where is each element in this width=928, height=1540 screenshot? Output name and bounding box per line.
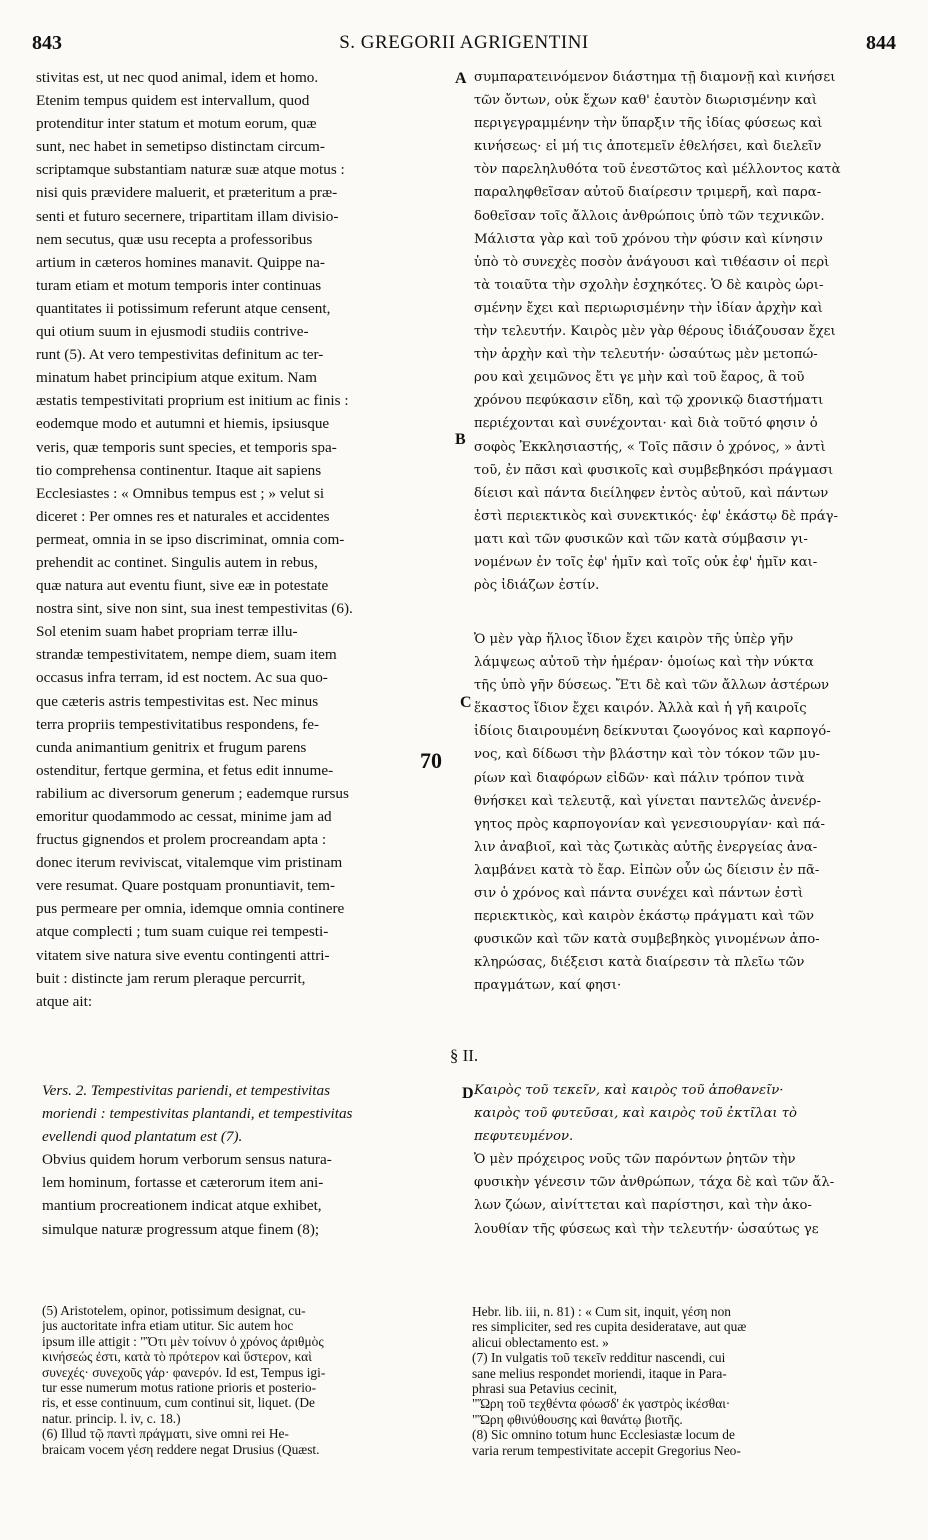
text-line: tur esse numerum motus ratione prioris et posterio- xyxy=(42,1379,317,1395)
text-line: Ὁ μὲν πρόχειρος νοῦς τῶν παρόντων ῥητῶν τὴν xyxy=(474,1152,796,1168)
text-line: γητος πρὸς καρπογονίαν καὶ γενεσιουργίαν· καὶ πά- xyxy=(474,816,826,832)
text-line: tio comprehensa continentur. Itaque ait sapiens xyxy=(36,461,322,479)
text-line: Ὁ μὲν γὰρ ἥλιος ἴδιον ἔχει καιρὸν τῆς ὑπὲρ γῆν xyxy=(474,632,794,647)
text-line: τὴν τελευτήν. Καιρὸς μὲν γὰρ θέρους ἰδιάζουσαν ἔχει xyxy=(474,324,836,340)
latin-verse-block xyxy=(42,1079,452,1241)
text-line: scriptamque substantiam naturæ suæ atque motus : xyxy=(36,161,345,179)
text-line: Καιρὸς τοῦ τεκεῖν, καὶ καιρὸς τοῦ ἀποθανεῖν· xyxy=(474,1083,784,1098)
greek-column-second xyxy=(474,628,898,998)
margin-marker-d: D xyxy=(462,1085,474,1102)
text-line: braicam vocem γέση reddere negat Drusius (Quæst. xyxy=(42,1441,320,1457)
text-line: κινήσεώς ἐστι, κατὰ τὸ πρότερον καὶ ὕστερον, καὶ xyxy=(42,1349,312,1365)
text-line: vere resumat. Quare postquam pronuntiavit, tem- xyxy=(36,877,336,895)
text-line: λιν ἀναβιοῖ, καὶ τὰς ζωτικὰς αὐτῆς ἐνεργείας ἀνα- xyxy=(474,839,818,855)
text-line: lem hominum, fortasse et cæterorum item ani- xyxy=(42,1174,324,1192)
text-line: Hebr. lib. iii, n. 81) : « Cum sit, inquit, γέση non xyxy=(472,1304,731,1319)
text-line: δοθεῖσαν τοῖς ἄλλοις ἀνθρώποις ὑπὸ τῶν τεχνικῶν. xyxy=(474,208,825,224)
margin-marker-c: C xyxy=(460,694,472,711)
text-line: ἰδίοις διαιρουμένη δείκνυται ζωογόνος καὶ καρπογό- xyxy=(474,724,831,740)
text-line: κινήσεως· εἰ μή τις ἀποτεμεῖν ἐθελήσει, καὶ διελεῖν xyxy=(474,139,822,155)
text-line: emoritur quodammodo ac cessat, minime jam ad xyxy=(36,808,332,825)
text-line: diceret : Per omnes res et naturales et accidentes xyxy=(36,507,330,525)
text-line: protenditur inter statum et motum eorum, quæ xyxy=(36,115,317,133)
text-line: sane melius respondet moriendi, itaque in Para- xyxy=(472,1365,727,1381)
text-line: atque complecti ; tum suam cuique rei tempesti- xyxy=(36,923,329,941)
text-line: (5) Aristotelem, opinor, potissimum designat, cu- xyxy=(42,1303,306,1318)
text-line: λουθίαν τῆς φύσεως καὶ τὴν τελευτήν· ὡσαύτως γε xyxy=(474,1221,819,1237)
section-heading: § II. xyxy=(449,1046,479,1065)
text-line: pus permeare per omnia, idemque omnia continere xyxy=(36,900,345,918)
text-line: συνεχές· συνεχοῦς γάρ· φανερόν. Id est, Tempus igi- xyxy=(42,1364,326,1380)
text-line: cunda animantium genitrix et frugum parens xyxy=(36,738,307,756)
text-line: buit : distincte jam rerum pleraque percurrit, xyxy=(36,969,306,987)
text-line: quantitates ii potissimum referunt atque censent, xyxy=(36,299,331,317)
text-line: artium in cæteros homines manavit. Quippe na- xyxy=(36,253,325,271)
text-line: prehendit ac continet. Singulis autem in rebus, xyxy=(36,553,318,571)
text-line: eodemque modo et autumni et hiemis, ipsiusque xyxy=(36,415,330,433)
text-line: alicui oblectamento est. » xyxy=(472,1334,609,1350)
text-line: συμπαρατεινόμενον διάστημα τῇ διαμονῇ καὶ κινήσει xyxy=(474,70,836,85)
left-page-number: 843 xyxy=(32,32,62,54)
text-line: mantium procreationem indicat atque exhibet, xyxy=(42,1197,322,1215)
text-line: παραληφθεῖσαν αὐτοῦ διαίρεσιν τριμερῆ, καὶ παρα- xyxy=(474,185,822,201)
text-line: περιγεγραμμένην τὴν ὕπαρξιν τῆς ἰδίας φύσεως καὶ xyxy=(474,116,823,132)
text-line: (8) Sic omnino totum hunc Ecclesiastæ locum de xyxy=(472,1427,735,1443)
text-line: nostra sint, sive non sint, sua inest tempestivitas (6). xyxy=(36,600,353,618)
margin-marker-a: A xyxy=(455,70,467,87)
latin-column-main xyxy=(36,66,452,1013)
greek-column-main xyxy=(474,66,898,597)
text-line: ipsum ille attigit : "Ὅτι μὲν τοίνυν ὁ χρόνος ἀριθμὸς xyxy=(42,1333,324,1349)
text-line: qui otium suum in ejusmodi studiis contrive- xyxy=(36,323,309,341)
text-line: res simpliciter, sed res cupita desideratave, aut quæ xyxy=(472,1319,747,1335)
text-line: πραγμάτων, καί φησι· xyxy=(474,978,622,994)
text-line: σιν ὁ χρόνος καὶ πάντα συνέχει καὶ πάντων ἐστὶ xyxy=(474,886,804,902)
text-line: περιεκτικὸς, καὶ καιρὸν ἑκάστῳ πράγματι καὶ τῶν xyxy=(474,909,815,925)
text-line: sunt, nec habet in semetipso distinctam circum- xyxy=(36,138,325,156)
footnotes-left xyxy=(42,1303,456,1457)
text-line: permeat, omnia in se ipso discriminat, omnia com- xyxy=(36,530,345,548)
text-line: τὴν ἀρχὴν καὶ τὴν τελευτήν· ὡσαύτως μὲν μετοπώ- xyxy=(474,347,818,363)
text-line: æstatis tempestivitati proprium est initium ac finis : xyxy=(36,392,349,410)
text-line: καιρὸς τοῦ φυτεῦσαι, καὶ καιρὸς τοῦ ἐκτῖλαι τὸ xyxy=(474,1106,797,1122)
text-line: ὑπὸ τὸ συνεχὲς ποσὸν ἀνάγουσι καὶ τιθέασιν οἱ περὶ xyxy=(474,254,830,270)
text-line: "Ὥρη φθινύθουσης καὶ θανάτῳ βιοτῆς. xyxy=(472,1411,683,1427)
text-line: rabilium ac diversorum generum ; eademque rursus xyxy=(36,784,349,802)
text-line: varia rerum tempestivitate accepit Gregorius Neo- xyxy=(472,1442,741,1458)
text-line: τῆς ὑπὸ γῆν δύσεως. Ἔτι δὲ καὶ τῶν ἄλλων ἀστέρων xyxy=(474,678,829,694)
text-line: turam etiam et motum temporis inter continuas xyxy=(36,276,322,294)
text-line: runt (5). At vero tempestivitas definitum ac ter- xyxy=(36,346,324,364)
text-line: ρὸς ἰδιάζων ἐστίν. xyxy=(474,578,600,594)
text-line: χρόνου πεφύκασιν εἴδη, καὶ τῷ χρονικῷ διαστήματι xyxy=(474,393,824,409)
text-line: τὸν παρεληλυθότα τοῦ ἐνεστῶτος καὶ μέλλοντος κατὰ xyxy=(474,162,841,178)
text-line: Μάλιστα γὰρ καὶ τοῦ χρόνου τὴν φύσιν καὶ κίνησιν xyxy=(474,231,823,247)
text-line: veris, quæ temporis sunt species, et temporis spa- xyxy=(36,438,337,456)
text-line: νομένων ἐν τοῖς ἐφ' ἡμῖν καὶ τοῖς οὐκ ἐφ' ἡμῖν και- xyxy=(474,554,818,570)
text-line: ἕκαστος ἴδιον ἔχει καιρόν. Ἀλλὰ καὶ ἡ γῆ καιροῖς xyxy=(474,701,807,717)
text-line: strandæ tempestivitatem, nempe diem, suam item xyxy=(36,646,337,664)
text-line: (7) In vulgatis τοῦ τεκεῖν redditur nascendi, cui xyxy=(472,1350,726,1366)
text-line: (6) Illud τῷ παντὶ πράγματι, sive omni rei He- xyxy=(42,1426,289,1442)
text-line: φυσικὴν γένεσιν τῶν ἀνθρώπων, τάχα δὲ καὶ τῶν ἄλ- xyxy=(474,1175,835,1191)
margin-marker-b: B xyxy=(455,431,466,448)
text-line: κληρώσας, διέξεισι κατὰ διαίρεσιν τὰ πλεῖω τῶν xyxy=(474,955,805,971)
text-line: minatum habet principium atque exitum. Nam xyxy=(36,369,317,387)
text-line: ostenditur, fertque germina, et fetus edit innume- xyxy=(36,761,334,779)
text-line: moriendi : tempestivitas plantandi, et tempestivitas xyxy=(42,1105,353,1123)
text-line: terra propriis tempestivitatibus respondens, fe- xyxy=(36,715,320,733)
text-line: ματι καὶ τῶν φυσικῶν καὶ τῶν κατὰ σύμβασιν γι- xyxy=(474,531,808,547)
text-line: δίεισι καὶ πάντα διείληφεν ἐντὸς αὐτοῦ, καὶ πάντων xyxy=(474,485,829,501)
text-line: Vers. 2. Tempestivitas pariendi, et tempestivitas xyxy=(42,1082,330,1099)
text-line: τῶν ὄντων, οὐκ ἔχων καθ' ἑαυτὸν διωρισμένην καὶ xyxy=(474,93,818,109)
text-line: λων ζώων, αἰνίττεται καὶ παρίστησι, καὶ τὴν ἀκο- xyxy=(474,1198,812,1214)
text-line: Sol etenim suam habet propriam terræ illu- xyxy=(36,623,298,641)
text-line: Ecclesiastes : « Omnibus tempus est ; » velut si xyxy=(36,484,325,502)
text-line: νος, καὶ δίδωσι τὴν βλάστην καὶ τὸν τόκον τῶν μυ- xyxy=(474,747,820,763)
text-line: ἐστὶ περιεκτικὸς καὶ συνεκτικός· ἐφ' ἑκάστῳ δὲ πράγ- xyxy=(474,508,838,524)
text-line: donec iterum reviviscat, vitalemque vim pristinam xyxy=(36,854,343,872)
text-line: ris, et esse continuum, cum continui sit, liquet. (De xyxy=(42,1395,315,1411)
text-line: λάμψεως αὐτοῦ τὴν ἡμέραν· ὁμοίως καὶ τὴν νύκτα xyxy=(474,655,814,671)
text-line: πεφυτευμένον. xyxy=(474,1129,574,1145)
text-line: que cæteris astris tempestivitas est. Nec minus xyxy=(36,692,319,710)
text-line: Obvius quidem horum verborum sensus natura- xyxy=(42,1151,332,1169)
text-line: σμένην ἔχει καὶ περιωρισμένην τὴν ἰδίαν ἀρχὴν καὶ xyxy=(474,300,823,316)
text-line: evellendi quod plantatum est (7). xyxy=(42,1128,243,1146)
text-line: phrasi sua Petavius cecinit, xyxy=(472,1380,618,1396)
text-line: occasus infra terram, id est noctem. Ac sua quo- xyxy=(36,669,328,687)
text-line: atque ait: xyxy=(36,992,93,1010)
text-line: fructus gignendos et prolem procreandam apta : xyxy=(36,831,327,849)
text-line: senti et futuro secernere, tripartitam illam divisio- xyxy=(36,207,339,225)
running-title: S. GREGORII AGRIGENTINI xyxy=(339,32,589,53)
text-line: jus auctoritate infra etiam utitur. Sic autem hoc xyxy=(42,1318,294,1334)
text-line: ρίων καὶ διαφόρων εἰδῶν· καὶ πάλιν τρόπον τινὰ xyxy=(474,770,805,786)
right-page-number: 844 xyxy=(866,32,896,54)
text-line: λαμβάνει κατὰ τὸ ἔαρ. Εἰπὼν οὖν ὡς δίεισιν ἐν πᾶ- xyxy=(474,862,820,878)
text-line: simulque naturæ progressum atque finem (8); xyxy=(42,1220,320,1238)
text-line: natur. princip. l. iv, c. 18.) xyxy=(42,1410,181,1426)
text-line: σοφὸς Ἐκκλησιαστής, « Τοῖς πᾶσιν ὁ χρόνος, » ἀντὶ xyxy=(474,439,826,455)
text-line: περιέχονται καὶ συνέχονται· καὶ διὰ τοῦτό φησιν ὁ xyxy=(474,416,818,432)
greek-verse-block xyxy=(474,1079,898,1241)
text-line: nem secutus, quæ usu recepta a professoribus xyxy=(36,230,313,248)
text-line: "Ὥρη τοῦ τεχθέντα φόωσδ' ἐκ γαστρὸς ἱκέσθαι· xyxy=(472,1396,731,1412)
text-line: φυσικῶν καὶ τῶν κατὰ συμβεβηκὸς γινομένων ἀπο- xyxy=(474,932,820,948)
text-line: τοῦ, ἐν πᾶσι καὶ φυσικοῖς καὶ συμβεβηκόσι πράγμασι xyxy=(474,462,834,478)
text-line: nisi quis prævidere maluerit, et præteritum a præ- xyxy=(36,184,338,202)
text-line: τὰ τοιαῦτα τὴν σχολὴν ἐσχηκότες. Ὁ δὲ καιρὸς ὡρι- xyxy=(474,277,824,293)
text-line: θνήσκει καὶ τελευτᾷ, καὶ γίνεται παντελῶς ἀνενέρ- xyxy=(474,793,821,809)
text-line: quæ natura aut eventu fiunt, sive eæ in potestate xyxy=(36,577,329,595)
margin-column-number: 70 xyxy=(420,748,442,773)
running-header xyxy=(32,32,896,58)
text-line: Etenim tempus quidem est intervallum, quod xyxy=(36,92,310,110)
text-line: stivitas est, ut nec quod animal, idem et homo. xyxy=(36,69,319,86)
text-line: vitatem sive natura sive eventu contingenti attri- xyxy=(36,946,330,964)
text-line: ρου καὶ χειμῶνος ἔτι γε μὴν καὶ τοῦ ἔαρος, ἃ τοῦ xyxy=(474,370,805,386)
footnotes-right xyxy=(472,1304,898,1458)
